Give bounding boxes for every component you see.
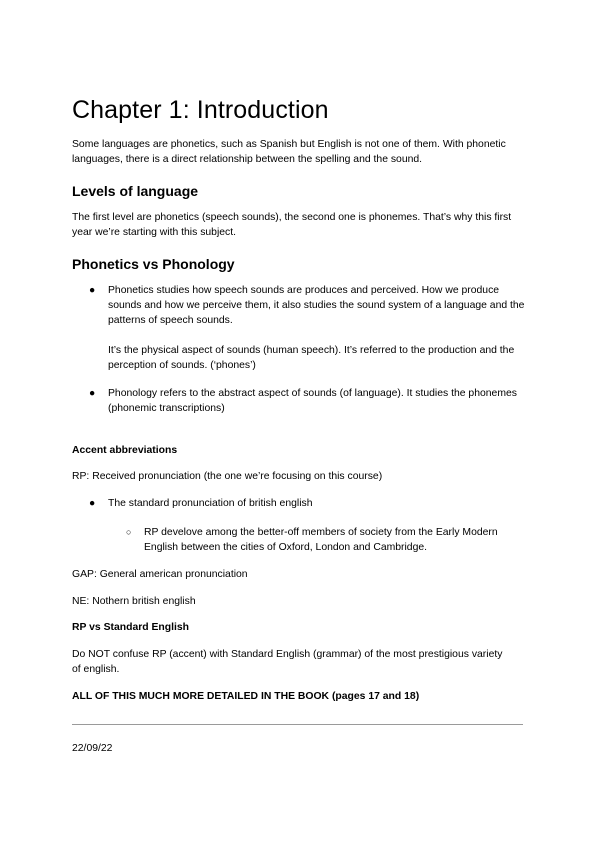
chapter-title: Chapter 1: Introduction (72, 96, 329, 124)
phonetics-heading: Phonetics vs Phonology (72, 256, 235, 272)
ne-line: NE: Nothern british english (72, 596, 196, 607)
levels-paragraph: The first level are phonetics (speech sounds), the second one is phonemes. That’s why this first year we’re starting with this subject. (72, 212, 512, 238)
date-stamp: 22/09/22 (72, 743, 113, 754)
rp-sub-bullet-text: RP develove among the better-off members of society from the Early Modern English between the cities of Oxford, London and Cambridge. (144, 527, 498, 553)
sub-bullet-icon: ○ (126, 527, 132, 537)
list-item (89, 386, 527, 416)
intro-paragraph: Some languages are phonetics, such as Spanish but English is not one of them. With phonetic languages, there is a direct relationship between the spelling and the sound. (72, 139, 506, 165)
accent-heading: Accent abbreviations (72, 445, 178, 456)
rp-line: RP: Received pronunciation (the one we’re focusing on this course) (72, 471, 383, 482)
bullet-icon: ● (89, 498, 96, 509)
list-item (89, 283, 527, 328)
rp-standard-heading: RP vs Standard English (72, 622, 190, 633)
gap-line: GAP: General american pronunciation (72, 569, 248, 580)
book-note: ALL OF THIS MUCH MORE DETAILED IN THE BOOK (pages 17 and 18) (72, 691, 420, 702)
bullet-icon: ● (89, 388, 96, 399)
rp-bullet-text: The standard pronunciation of british english (108, 498, 313, 509)
phonology-bullet-text: Phonology refers to the abstract aspect of sounds (of language). It studies the phonemes (phonemic transcriptions) (108, 388, 517, 414)
levels-heading: Levels of language (72, 183, 199, 199)
bullet-icon: ● (89, 285, 96, 296)
list-item (89, 496, 527, 511)
phonetics-bullet-text: Phonetics studies how speech sounds are produces and perceived. How we produce sounds and how we perceive them, it also studies the sound system of a language and the patterns of speech sounds. (108, 285, 525, 326)
list-item (126, 525, 526, 555)
horizontal-divider (72, 724, 523, 725)
rp-standard-paragraph: Do NOT confuse RP (accent) with Standard English (grammar) of the most prestigious variety of english. (72, 649, 503, 675)
phonetics-continuation: It’s the physical aspect of sounds (human speech). It’s referred to the production and the perception of sounds. (‘phones’) (108, 345, 515, 371)
